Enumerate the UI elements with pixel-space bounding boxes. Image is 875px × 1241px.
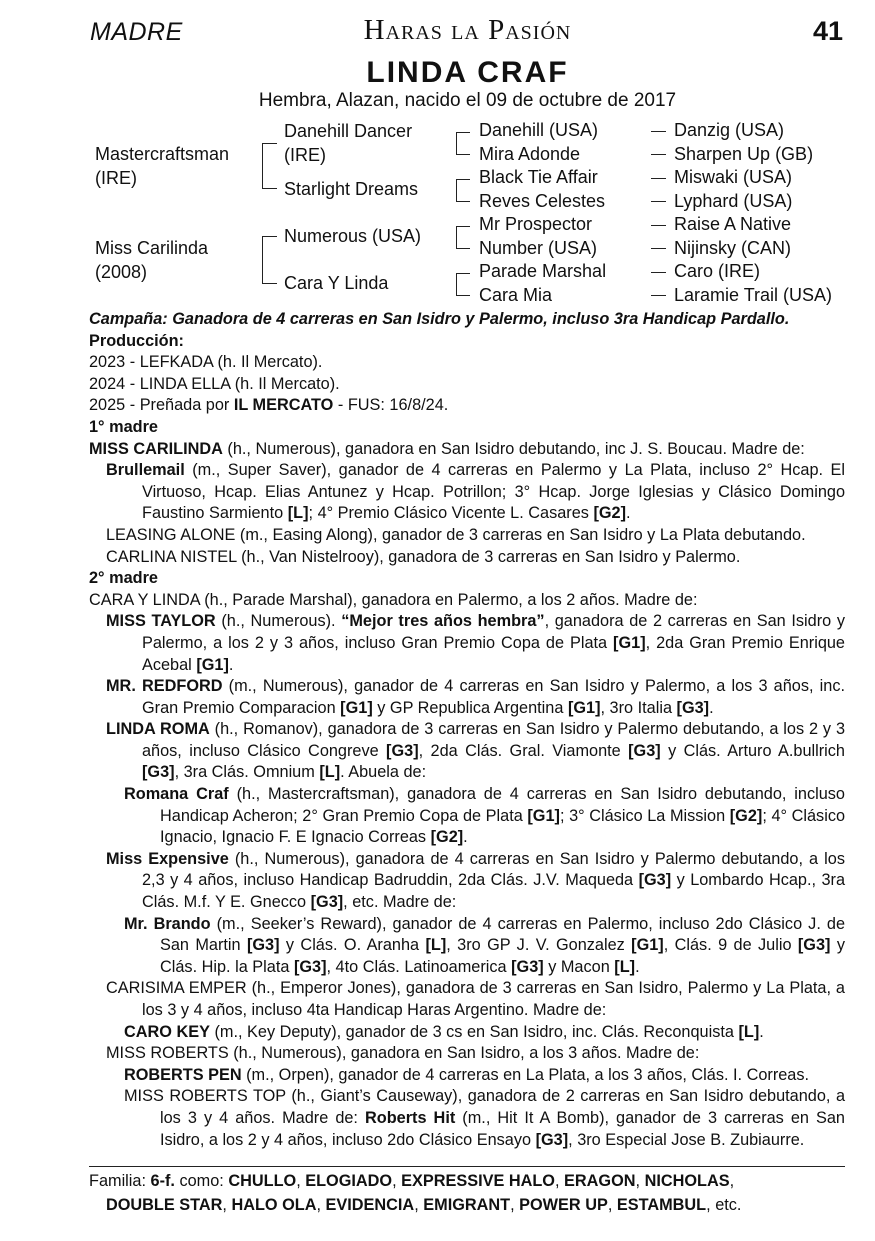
- pedigree-dam-sire: Numerous (USA): [284, 226, 422, 246]
- produce-entry: MR. REDFORD (m., Numerous), ganador de 4 carreras en San Isidro y Palermo, a los 3 años, inc. Gran Premio Comparacion [G1] y GP Republica Argentina [G1], 3ro Italia [G3].: [106, 677, 845, 717]
- produce-entry: Miss Expensive (h., Numerous), ganadora de 4 carreras en San Isidro y Palermo debutando, a los 2,3 y 4 años, incluso Handicap Badruddin, 2da Clás. J.V. Maqueda [G3] y Lombardo Hcap., 3ra Clás. M.f. Y E. Gnecco [G3], etc. Madre de:: [106, 849, 845, 912]
- pedigree-gen3: Danehill (USA) Mira Adonde Black Tie Affair Reves Celestes Mr Prospector Number (USA) Parade Marshal Cara Mia: [479, 120, 607, 305]
- page-number: 41: [812, 16, 843, 46]
- produce-entry: CARLINA NISTEL (h., Van Nistelrooy), ganadora de 3 carreras en San Isidro y Palermo.: [106, 547, 741, 566]
- produce-entry: Brullemail (m., Super Saver), ganador de 4 carreras en Palermo y La Plata, incluso 2° Hcap. El Virtuoso, Hcap. Elias Antunez y Hcap. Potrillon; 3° Hcap. Jorge Iglesias y Clásico Domingo Faustino Sarmiento [L]; 4° Premio Clásico Vicente L. Casares [G2].: [106, 461, 845, 523]
- second-dam-heading: 2° madre: [89, 569, 158, 588]
- produce-entry: LINDA ROMA (h., Romanov), ganadora de 3 carreras en San Isidro y Palermo debutando, a los 2 y 3 años, incluso Clásico Congreve [G3], 2da Clás. Gral. Viamonte [G3] y Clás. Arturo A.bullrich [G3], 3ra Clás. Omnium [L]. Abuela de:: [106, 720, 845, 782]
- produce-entry: MISS ROBERTS (h., Numerous), ganadora en San Isidro, a los 3 años. Madre de:: [106, 1044, 700, 1063]
- section-label: MADRE: [90, 18, 183, 46]
- produce-entry: CARO KEY (m., Key Deputy), ganador de 3 cs en San Isidro, inc. Clás. Reconquista [L].: [124, 1022, 764, 1041]
- pedigree-bracket: [456, 226, 470, 249]
- pedigree-sire-sire: Danehill Dancer (IRE): [284, 121, 413, 165]
- pedigree-sire: Mastercraftsman (IRE): [95, 144, 230, 188]
- pedigree-bracket: [456, 132, 470, 155]
- pedigree-bracket: [262, 143, 277, 189]
- pedigree-bracket: [262, 236, 277, 284]
- campaign: Campaña: Ganadora de 4 carreras en San Isidro y Palermo, incluso 3ra Handicap Pardallo.: [89, 310, 790, 328]
- produce-entry: MISS ROBERTS TOP (h., Giant’s Causeway), ganadora de 2 carreras en San Isidro debutando, a los 3 y 4 años. Madre de: Roberts Hit (m., Hit It A Bomb), ganador de 3 carreras en San Isidro, a los 2 y 4 años, incluso 2do Clásico Ensayo [G3], 3ro Especial Jose B. Zubiaurre.: [124, 1087, 845, 1149]
- farm-name: Haras la Pasión: [363, 14, 572, 46]
- pedigree-dam: Miss Carilinda (2008): [95, 238, 209, 282]
- second-dam-entry: CARA Y LINDA (h., Parade Marshal), ganadora en Palermo, a los 2 años. Madre de:: [89, 590, 698, 609]
- production-item: 2025 - Preñada por IL MERCATO - FUS: 16/8/24.: [89, 396, 449, 415]
- pedigree-bracket: [456, 179, 470, 202]
- production-item: 2023 - LEFKADA (h. Il Mercato).: [89, 353, 323, 372]
- produce-entry: CARISIMA EMPER (h., Emperor Jones), ganadora de 3 carreras en San Isidro, Palermo y La Plata, a los 3 y 4 años, incluso 4ta Handicap Haras Argentino. Madre de:: [106, 979, 845, 1019]
- first-dam-entry: MISS CARILINDA (h., Numerous), ganadora en San Isidro debutando, inc J. S. Boucau. Madre de:: [89, 439, 805, 458]
- first-dam-heading: 1° madre: [89, 417, 158, 436]
- production-item: 2024 - LINDA ELLA (h. Il Mercato).: [89, 374, 340, 393]
- production-heading: Producción:: [89, 331, 184, 350]
- produce-entry: ROBERTS PEN (m., Orpen), ganador de 4 carreras en La Plata, a los 3 años, Clás. I. Correas.: [124, 1065, 810, 1084]
- family-line: Familia: 6-f. como: CHULLO, ELOGIADO, EXPRESSIVE HALO, ERAGON, NICHOLAS, DOUBLE STAR, HALO OLA, EVIDENCIA, EMIGRANT, POWER UP, ESTAMBUL, etc.: [89, 1166, 845, 1217]
- pedigree-gen4: Danzig (USA) Sharpen Up (GB) Miswaki (USA) Lyphard (USA) Raise A Native Nijinsky (CAN) Caro (IRE) Laramie Trail (USA): [674, 120, 833, 305]
- produce-entry: Romana Craf (h., Mastercraftsman), ganadora de 4 carreras en San Isidro debutando, incluso Handicap Acheron; 2° Gran Premio Copa de Plata [G1]; 3° Clásico La Mission [G2]; 4° Clásico Ignacio, Ignacio F. E Ignacio Correas [G2].: [124, 785, 846, 847]
- produce-entry: LEASING ALONE (m., Easing Along), ganador de 3 carreras en San Isidro y La Plata debutando.: [106, 525, 806, 544]
- produce-record: [89, 309, 845, 1151]
- horse-name: LINDA CRAF: [366, 56, 569, 89]
- horse-description: Hembra, Alazan, nacido el 09 de octubre de 2017: [258, 90, 677, 111]
- produce-entry: MISS TAYLOR (h., Numerous). “Mejor tres años hembra”, ganadora de 2 carreras en San Isidro y Palermo, a los 2 y 3 años, incluso Gran Premio Copa de Plata [G1], 2da Gran Premio Enrique Acebal [G1].: [106, 612, 845, 674]
- pedigree-dam-dam: Cara Y Linda: [284, 273, 389, 293]
- produce-entry: Mr. Brando (m., Seeker’s Reward), ganador de 4 carreras en Palermo, incluso 2do Clásico J. de San Martin [G3] y Clás. O. Aranha [L], 3ro GP J. V. Gonzalez [G1], Clás. 9 de Julio [G3] y Clás. Hip. la Plata [G3], 4to Clás. Latinoamerica [G3] y Macon [L].: [124, 914, 846, 976]
- pedigree-bracket: [456, 273, 470, 296]
- pedigree-sire-dam: Starlight Dreams: [284, 179, 419, 199]
